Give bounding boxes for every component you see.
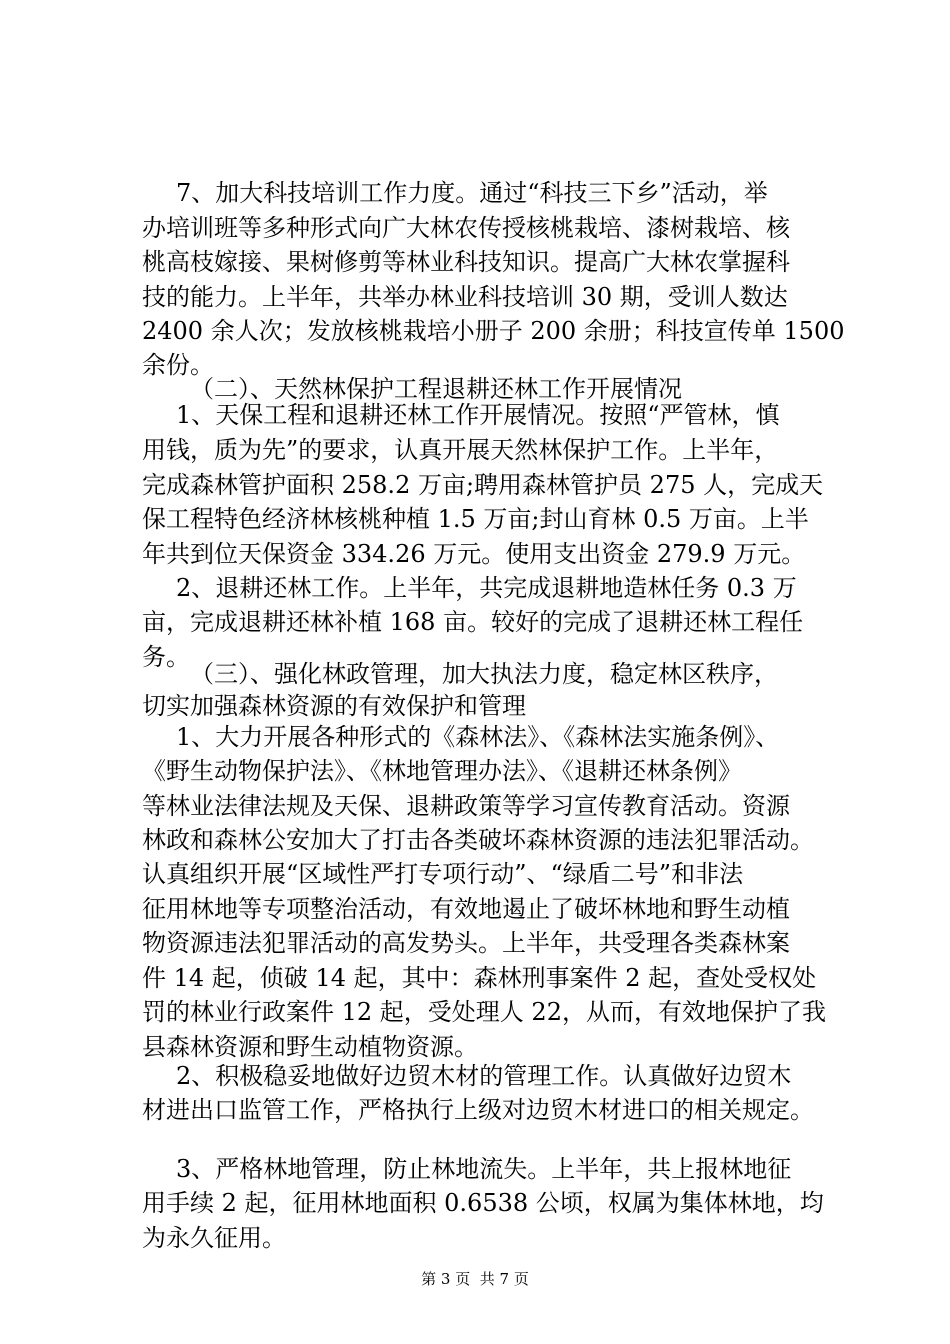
text-line: 认真组织开展“区域性严打专项行动”、“绿盾二号”和非法 bbox=[142, 860, 744, 888]
text-line: 桃高枝嫁接、果树修剪等林业科技知识。提高广大林农掌握科 bbox=[142, 248, 790, 276]
text-line: 罚的林业行政案件 12 起，受处理人 22，从而，有效地保护了我 bbox=[142, 998, 826, 1026]
text-line: 3、严格林地管理，防止林地流失。上半年，共上报林地征 bbox=[176, 1155, 792, 1183]
text-line: 等林业法律法规及天保、退耕政策等学习宣传教育活动。资源 bbox=[142, 792, 790, 820]
section-heading: （二）、天然林保护工程退耕还林工作开展情况 bbox=[190, 375, 682, 403]
text-line: 件 14 起，侦破 14 起，其中：森林刑事案件 2 起，查处受权处 bbox=[142, 964, 817, 992]
text-line: 物资源违法犯罪活动的高发势头。上半年，共受理各类森林案 bbox=[142, 929, 790, 957]
section-heading: （三）、强化林政管理，加大执法力度，稳定林区秩序， bbox=[190, 660, 778, 688]
text-line: 征用林地等专项整治活动，有效地遏止了破坏林地和野生动植 bbox=[142, 895, 790, 923]
text-line: 2、退耕还林工作。上半年，共完成退耕地造林任务 0.3 万 bbox=[176, 574, 797, 602]
text-line: 县森林资源和野生动植物资源。 bbox=[142, 1033, 478, 1061]
text-line: 用手续 2 起，征用林地面积 0.6538 公顷，权属为集体林地，均 bbox=[142, 1189, 824, 1217]
text-line: 2400 余人次；发放核桃栽培小册子 200 余册；科技宣传单 1500 bbox=[142, 317, 845, 345]
text-line: 保工程特色经济林核桃种植 1.5 万亩;封山育林 0.5 万亩。上半 bbox=[142, 505, 809, 533]
text-line: 亩，完成退耕还林补植 168 亩。较好的完成了退耕还林工程任 bbox=[142, 608, 804, 636]
text-line: 1、大力开展各种形式的《森林法》、《森林法实施条例》、 bbox=[176, 723, 780, 751]
text-line: 7、加大科技培训工作力度。通过“科技三下乡”活动，举 bbox=[176, 179, 768, 207]
text-line: 完成森林管护面积 258.2 万亩;聘用森林管护员 275 人，完成天 bbox=[142, 471, 824, 499]
text-line: 余份。 bbox=[142, 351, 214, 379]
text-line: 2、积极稳妥地做好边贸木材的管理工作。认真做好边贸木 bbox=[176, 1062, 792, 1090]
text-line: 用钱，质为先”的要求，认真开展天然林保护工作。上半年， bbox=[142, 436, 779, 464]
text-line: 为永久征用。 bbox=[142, 1224, 286, 1252]
text-line: 务。 bbox=[142, 643, 190, 671]
text-line: 年共到位天保资金 334.26 万元。使用支出资金 279.9 万元。 bbox=[142, 540, 806, 568]
text-line: 办培训班等多种形式向广大林农传授核桃栽培、漆树栽培、核 bbox=[142, 214, 790, 242]
text-line: 林政和森林公安加大了打击各类破坏森林资源的违法犯罪活动。 bbox=[142, 826, 814, 854]
page-number-footer: 第 3 页 共 7 页 bbox=[421, 1270, 529, 1288]
section-heading: 切实加强森林资源的有效保护和管理 bbox=[142, 692, 526, 720]
text-line: 技的能力。上半年，共举办林业科技培训 30 期，受训人数达 bbox=[142, 283, 788, 311]
text-line: 《野生动物保护法》、《林地管理办法》、《退耕还林条例》 bbox=[142, 757, 742, 785]
text-line: 1、天保工程和退耕还林工作开展情况。按照“严管林，慎 bbox=[176, 401, 780, 429]
text-line: 材进出口监管工作，严格执行上级对边贸木材进口的相关规定。 bbox=[142, 1096, 814, 1124]
